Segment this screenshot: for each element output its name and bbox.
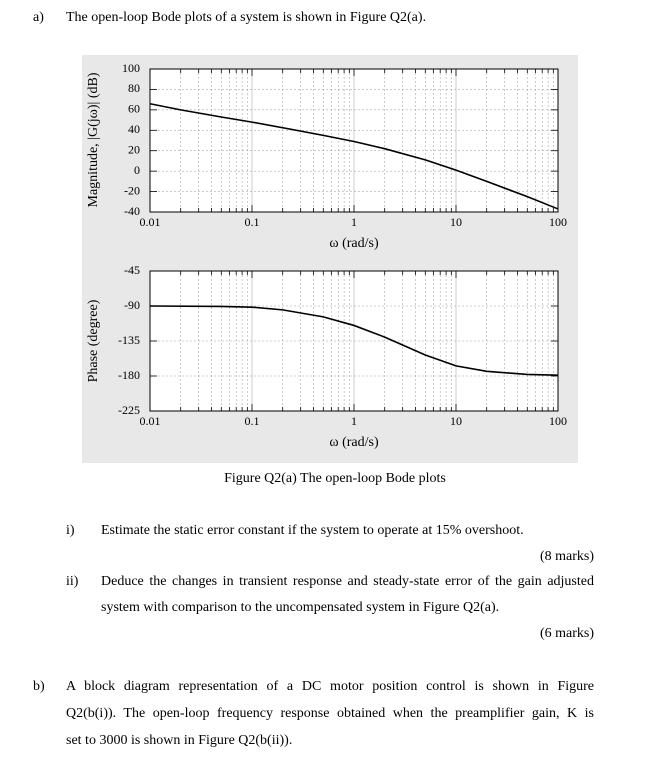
question-i-marks: (8 marks): [539, 549, 594, 564]
part-b-line-3: set to 3000 is shown in Figure Q2(b(ii)).: [66, 733, 293, 748]
part-a-label: a): [33, 10, 44, 25]
magnitude-x-tick-label: 100: [549, 215, 567, 229]
phase-y-tick-label: -90: [124, 297, 140, 312]
phase-y-tick-label: -180: [118, 367, 140, 382]
phase-y-tick-label: -225: [118, 402, 140, 417]
magnitude-y-tick-label: 0: [134, 162, 140, 177]
magnitude-x-tick-label: 10: [450, 215, 462, 229]
bode-plots-svg: [82, 55, 578, 463]
question-i-label: i): [66, 523, 75, 538]
phase-y-axis-label: Phase (degree): [86, 299, 102, 383]
part-b-label: b): [33, 679, 45, 694]
phase-y-tick-label: -135: [118, 332, 140, 347]
question-ii-line-2: system with comparison to the uncompensated system in Figure Q2(a).: [101, 600, 500, 615]
figure-caption: Figure Q2(a) The open-loop Bode plots: [224, 471, 446, 486]
part-b-line-1: A block diagram representation of a DC motor position control is shown in Figure: [66, 679, 594, 694]
phase-x-tick-label: 100: [549, 414, 567, 428]
bode-figure: [82, 55, 578, 463]
magnitude-x-tick-label: 1: [351, 215, 357, 229]
part-b-line-2: Q2(b(i)). The open-loop frequency response obtained when the preamplifier gain, K is: [66, 706, 594, 721]
magnitude-y-tick-label: 80: [128, 81, 140, 96]
question-i-text: Estimate the static error constant if the system to operate at 15% overshoot.: [101, 523, 524, 538]
magnitude-y-tick-label: -40: [124, 203, 140, 218]
phase-y-tick-label: -45: [124, 262, 140, 277]
magnitude-y-axis-label: Magnitude, |G(jω)| (dB): [86, 72, 102, 208]
magnitude-x-tick-label: 0.01: [139, 215, 161, 229]
magnitude-y-tick-label: 100: [122, 60, 140, 75]
magnitude-y-tick-label: 40: [128, 122, 140, 137]
phase-x-tick-label: 0.1: [244, 414, 260, 428]
part-a-text: The open-loop Bode plots of a system is shown in Figure Q2(a).: [66, 10, 427, 25]
magnitude-x-axis-label: ω (rad/s): [329, 236, 379, 251]
magnitude-y-tick-label: 60: [128, 101, 140, 116]
question-ii-marks: (6 marks): [539, 626, 594, 641]
phase-x-axis-label: ω (rad/s): [329, 435, 379, 450]
phase-x-tick-label: 10: [450, 414, 462, 428]
phase-x-tick-label: 1: [351, 414, 357, 428]
magnitude-y-tick-label: 20: [128, 142, 140, 157]
question-ii-label: ii): [66, 574, 79, 589]
phase-x-tick-label: 0.01: [139, 414, 161, 428]
magnitude-y-tick-label: -20: [124, 183, 140, 198]
magnitude-x-tick-label: 0.1: [244, 215, 260, 229]
question-ii-line-1: Deduce the changes in transient response and steady-state error of the gain adjusted: [101, 574, 594, 589]
